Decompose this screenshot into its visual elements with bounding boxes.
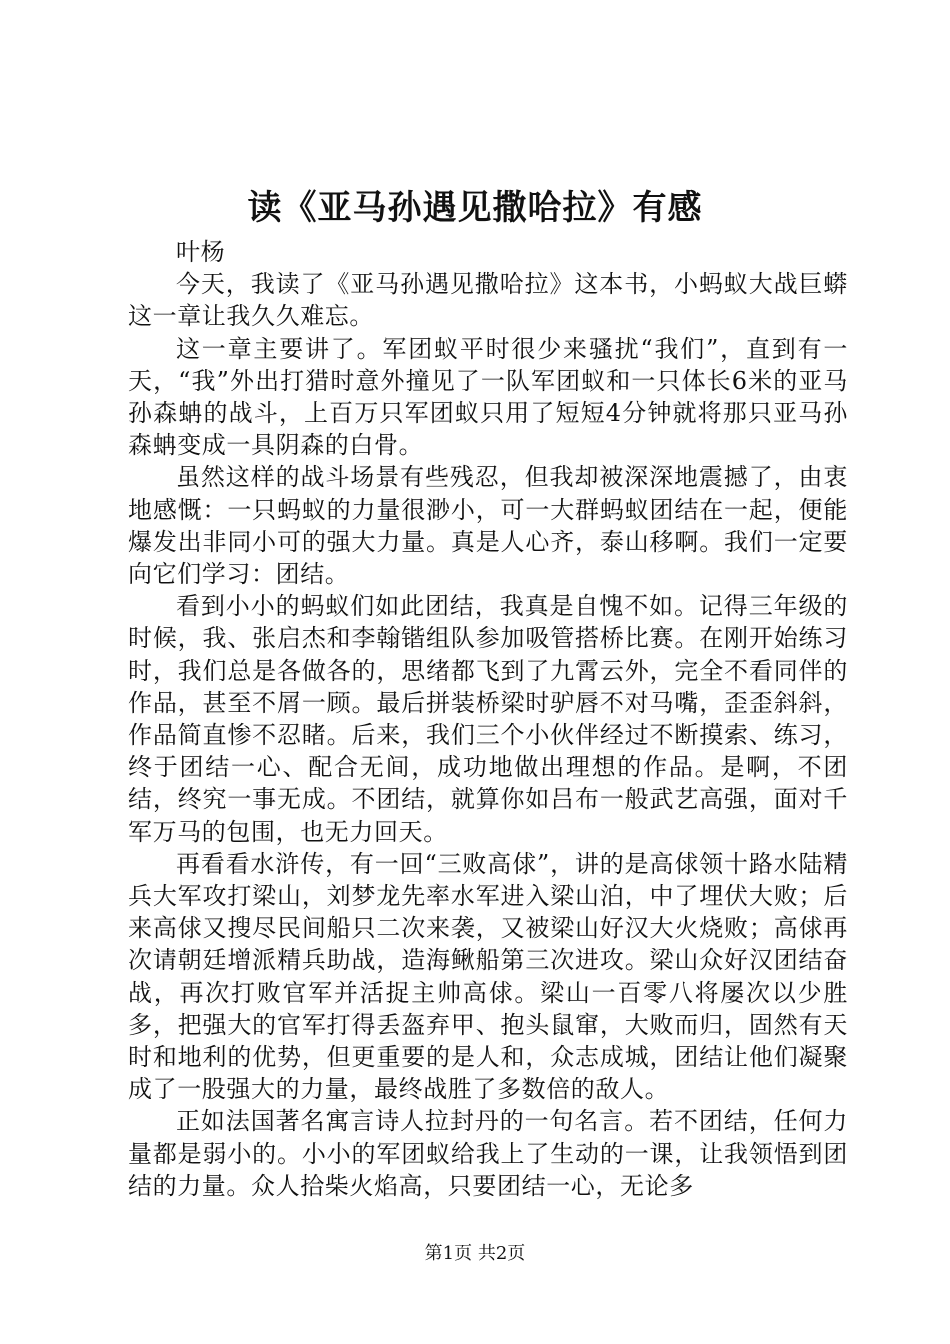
- document-title: 读《亚马孙遇见撒哈拉》有感: [247, 188, 703, 228]
- paragraph: 虽然这样的战斗场景有些残忍，但我却被深深地震撼了，由衷地感慨：一只蚂蚁的力量很渺小，可一大群蚂蚁团结在一起，便能爆发出非同小可的强大力量。真是人心齐，泰山移啊。我们一定要向它们学习：团结。: [128, 463, 848, 589]
- document-body: [128, 236, 848, 1202]
- paragraph: 今天，我读了《亚马孙遇见撒哈拉》这本书，小蚂蚁大战巨蟒这一章让我久久难忘。: [128, 270, 848, 331]
- paragraph: 看到小小的蚂蚁们如此团结，我真是自愧不如。记得三年级的时候，我、张启杰和李翰锴组队参加吸管搭桥比赛。在刚开始练习时，我们总是各做各的，思绪都飞到了九霄云外，完全不看同伴的作品，甚至不屑一顾。最后拼装桥梁时驴唇不对马嘴，歪歪斜斜，作品简直惨不忍睹。后来，我们三个小伙伴经过不断摸索、练习，终于团结一心、配合无间，成功地做出理想的作品。是啊，不团结，终究一事无成。不团结，就算你如吕布一般武艺高强，面对千军万马的包围，也无力回天。: [128, 592, 848, 846]
- author-name: 叶杨: [176, 238, 226, 266]
- paragraph: 再看看水浒传，有一回“三败高俅”，讲的是高俅领十路水陆精兵大军攻打梁山，刘梦龙先率水军进入梁山泊，中了埋伏大败；后来高俅又搜尽民间船只二次来袭，又被梁山好汉大火烧败；高俅再次请朝廷增派精兵助战，造海鳅船第三次进攻。梁山众好汉团结奋战，再次打败官军并活捉主帅高俅。梁山一百零八将屡次以少胜多，把强大的官军打得丢盔弃甲、抱头鼠窜，大败而归，固然有天时和地利的优势，但更重要的是人和，众志成城，团结让他们凝聚成了一股强大的力量，最终战胜了多数倍的敌人。: [128, 849, 848, 1104]
- paragraph: 这一章主要讲了。军团蚁平时很少来骚扰“我们”，直到有一天，“我”外出打猎时意外撞见了一队军团蚁和一只体长6米的亚马孙森蚺的战斗，上百万只军团蚁只用了短短4分钟就将那只亚马孙森蚺变成一具阴森的白骨。: [128, 334, 848, 460]
- page-footer: 第1页 共2页: [424, 1243, 526, 1264]
- paragraph: 正如法国著名寓言诗人拉封丹的一句名言。若不团结，任何力量都是弱小的。小小的军团蚁给我上了生动的一课，让我领悟到团结的力量。众人拾柴火焰高，只要团结一心，无论多: [128, 1107, 848, 1200]
